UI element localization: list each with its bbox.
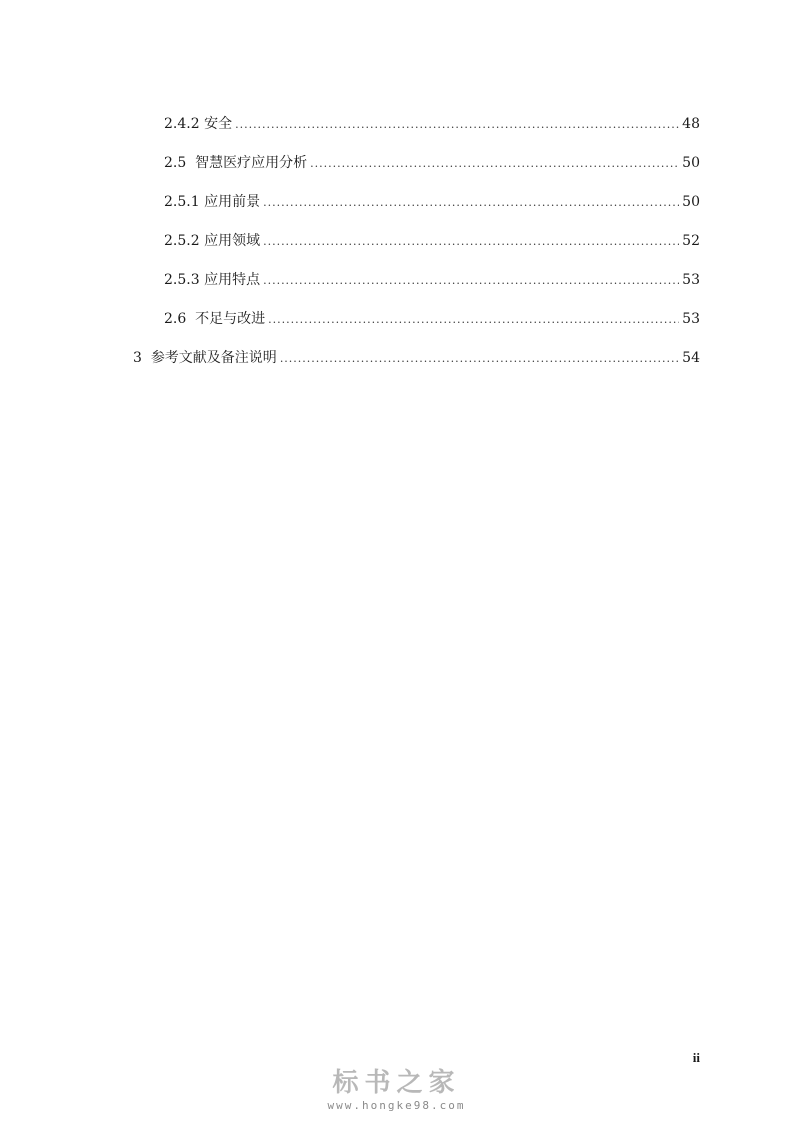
toc-dot-leader: [263, 231, 679, 253]
toc-entry-page: 52: [682, 233, 700, 249]
toc-entry-number: 2.5.3: [164, 272, 205, 288]
toc-entry-2-5[interactable]: [164, 152, 700, 174]
toc-dot-leader: [263, 270, 679, 292]
toc-entry-title: 不足与改进: [195, 311, 266, 327]
toc-entry-2-4-2[interactable]: [164, 113, 700, 135]
toc-entry-page: 53: [682, 272, 700, 288]
toc-entry-page: 53: [682, 311, 700, 327]
toc-entry-2-5-3[interactable]: [164, 269, 700, 291]
watermark-logo: 标书之家: [332, 1068, 461, 1098]
toc-dot-leader: [310, 153, 679, 175]
toc-entry-2-5-2[interactable]: [164, 230, 700, 252]
toc-entry-page: 48: [682, 116, 700, 132]
toc-entry-number: 2.4.2: [164, 116, 205, 132]
toc-entry-number: 2.6: [164, 311, 196, 327]
toc-dot-leader: [268, 309, 679, 331]
toc-dot-leader: [263, 192, 679, 214]
toc-entry-title: 安全: [204, 116, 233, 132]
toc-dot-leader: [235, 114, 679, 136]
toc-entry-2-6[interactable]: [164, 308, 700, 330]
toc-dot-leader: [280, 348, 679, 370]
toc-entry-2-5-1[interactable]: [164, 191, 700, 213]
toc-entry-title: 参考文献及备注说明: [150, 350, 277, 366]
toc-entry-title: 智慧医疗应用分析: [195, 155, 308, 171]
toc-entry-number: 2.5.2: [164, 233, 205, 249]
toc-entry-title: 应用前景: [204, 194, 261, 210]
toc-entry-number: 2.5.1: [164, 194, 205, 210]
toc-entry-3[interactable]: [133, 347, 700, 369]
watermark: [0, 1068, 793, 1114]
toc-entry-number: 2.5: [164, 155, 196, 171]
toc-entry-title: 应用特点: [204, 272, 261, 288]
toc-entry-number: 3: [133, 350, 151, 366]
toc-entry-page: 50: [682, 194, 700, 210]
page-number: ii: [692, 1050, 700, 1065]
toc-entry-title: 应用领域: [204, 233, 261, 249]
toc-entry-page: 50: [682, 155, 700, 171]
watermark-url: www.hongke98.com: [327, 1099, 466, 1112]
toc-entry-page: 54: [682, 350, 700, 366]
